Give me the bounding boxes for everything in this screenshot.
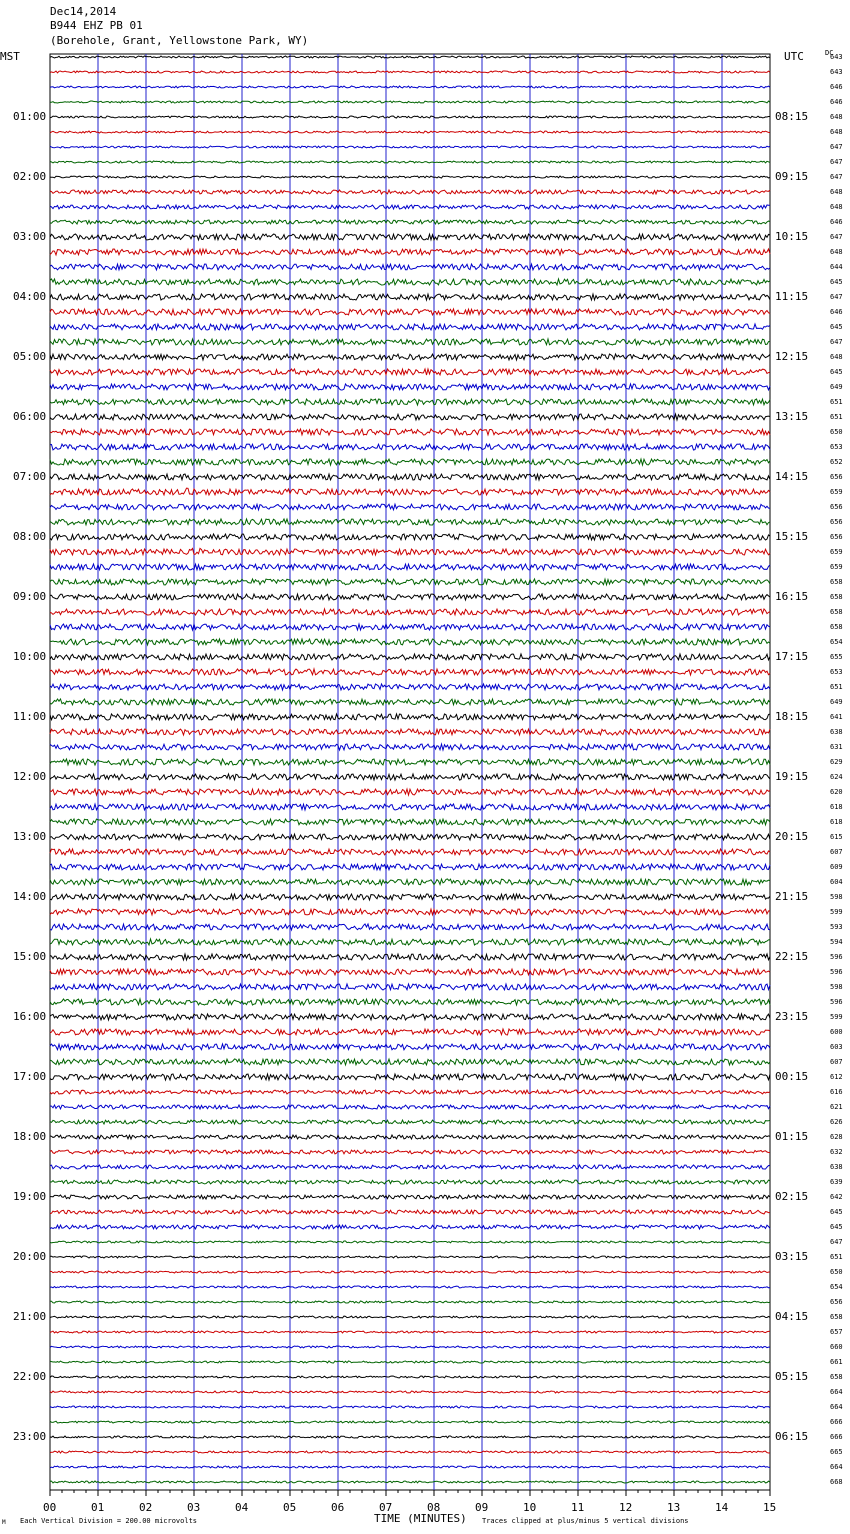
hour-label-right: 16:15: [775, 590, 809, 603]
dc-offset-value: 664: [830, 1463, 843, 1471]
trace-line: [50, 984, 770, 990]
x-tick-label: 14: [715, 1501, 729, 1514]
dc-offset-value: 646: [830, 308, 843, 316]
trace-line: [50, 324, 770, 330]
trace-line: [50, 279, 770, 285]
trace-line: [50, 384, 770, 390]
hour-label-left: 21:00: [13, 1310, 47, 1323]
x-tick-label: 00: [43, 1501, 57, 1514]
trace-line: [50, 504, 770, 510]
trace-line: [50, 564, 770, 570]
trace-line: [50, 1225, 770, 1229]
dc-offset-value: 647: [830, 158, 843, 166]
scale-footnote: Each Vertical Division = 200.00 microvolts: [20, 1517, 198, 1525]
trace-line: [50, 729, 770, 735]
dc-offset-value: 603: [830, 1043, 843, 1051]
dc-offset-value: 645: [830, 323, 843, 331]
station-id: B944 EHZ PB 01: [50, 19, 143, 32]
trace-line: [50, 1406, 770, 1408]
dc-offset-value: 598: [830, 893, 843, 901]
dc-offset-value: 658: [830, 578, 843, 586]
hour-label-right: 11:15: [775, 290, 809, 303]
trace-line: [50, 954, 770, 960]
dc-offset-value: 648: [830, 128, 843, 136]
dc-offset-value: 643: [830, 53, 843, 61]
x-tick-label: 11: [571, 1501, 585, 1514]
dc-offset-value: 647: [830, 233, 843, 241]
trace-line: [50, 205, 770, 209]
trace-line: [50, 131, 770, 133]
dc-offset-value: 656: [830, 473, 843, 481]
dc-offset-value: 593: [830, 923, 843, 931]
dc-offset-value: 648: [830, 113, 843, 121]
dc-offset-value: 656: [830, 533, 843, 541]
x-axis-title: TIME (MINUTES): [374, 1512, 467, 1525]
hour-label-left: 14:00: [13, 890, 47, 903]
hour-label-left: 18:00: [13, 1130, 47, 1143]
hour-label-left: 06:00: [13, 410, 47, 423]
dc-offset-value: 649: [830, 698, 843, 706]
trace-line: [50, 414, 770, 420]
trace-line: [50, 1466, 770, 1468]
dc-offset-value: 666: [830, 1418, 843, 1426]
dc-offset-value: 594: [830, 938, 843, 946]
trace-line: [50, 744, 770, 750]
trace-line: [50, 488, 770, 495]
trace-line: [50, 1481, 770, 1483]
dc-offset-value: 650: [830, 1268, 843, 1276]
trace-line: [50, 264, 770, 270]
dc-offset-value: 666: [830, 1433, 843, 1441]
hour-label-right: 22:15: [775, 950, 809, 963]
trace-line: [50, 1074, 770, 1080]
hour-label-left: 20:00: [13, 1250, 47, 1263]
dc-offset-value: 657: [830, 1328, 843, 1336]
dc-offset-value: 656: [830, 503, 843, 511]
dc-offset-value: 615: [830, 833, 843, 841]
x-tick-label: 08: [427, 1501, 441, 1514]
hour-label-right: 01:15: [775, 1130, 809, 1143]
dc-offset-value: 654: [830, 1283, 843, 1291]
hour-label-left: 17:00: [13, 1070, 47, 1083]
hour-label-left: 11:00: [13, 710, 47, 723]
trace-line: [50, 819, 770, 825]
dc-offset-header: DC: [825, 49, 834, 57]
trace-line: [50, 429, 770, 435]
hour-label-left: 02:00: [13, 170, 47, 183]
trace-line: [50, 594, 770, 600]
dc-offset-value: 651: [830, 683, 843, 691]
dc-offset-value: 645: [830, 368, 843, 376]
trace-line: [50, 1029, 770, 1035]
hour-label-right: 05:15: [775, 1370, 809, 1383]
trace-line: [50, 474, 770, 480]
hour-label-left: 23:00: [13, 1430, 47, 1443]
x-tick-label: 06: [331, 1501, 345, 1514]
dc-offset-value: 628: [830, 1133, 843, 1141]
trace-line: [50, 339, 770, 345]
dc-offset-value: 658: [830, 608, 843, 616]
hour-label-right: 02:15: [775, 1190, 809, 1203]
trace-line: [50, 1241, 770, 1243]
trace-line: [50, 909, 770, 915]
x-tick-label: 05: [283, 1501, 297, 1514]
trace-line: [50, 609, 770, 615]
dc-offset-value: 646: [830, 218, 843, 226]
dc-offset-value: 654: [830, 638, 843, 646]
dc-offset-value: 648: [830, 188, 843, 196]
clip-footnote: Traces clipped at plus/minus 5 vertical divisions: [482, 1517, 689, 1525]
dc-offset-value: 664: [830, 1388, 843, 1396]
dc-offset-value: 612: [830, 1073, 843, 1081]
dc-offset-value: 656: [830, 518, 843, 526]
trace-line: [50, 1105, 770, 1109]
trace-line: [50, 176, 770, 178]
trace-line: [50, 1301, 770, 1303]
hour-label-right: 06:15: [775, 1430, 809, 1443]
x-tick-label: 03: [187, 1501, 201, 1514]
dc-offset-value: 658: [830, 623, 843, 631]
dc-offset-value: 648: [830, 203, 843, 211]
dc-offset-value: 642: [830, 1193, 843, 1201]
trace-line: [50, 116, 770, 118]
hour-label-left: 19:00: [13, 1190, 47, 1203]
dc-offset-value: 596: [830, 968, 843, 976]
dc-offset-value: 648: [830, 353, 843, 361]
dc-offset-value: 624: [830, 773, 843, 781]
dc-offset-value: 639: [830, 1178, 843, 1186]
hour-label-right: 20:15: [775, 830, 809, 843]
dc-offset-value: 638: [830, 728, 843, 736]
dc-offset-value: 653: [830, 668, 843, 676]
hour-label-left: 13:00: [13, 830, 47, 843]
trace-line: [50, 249, 770, 255]
dc-offset-value: 668: [830, 1478, 843, 1486]
dc-offset-value: 652: [830, 458, 843, 466]
footer-mark: M: [2, 1519, 6, 1526]
dc-offset-value: 661: [830, 1358, 843, 1366]
trace-line: [50, 1376, 770, 1378]
dc-offset-value: 647: [830, 173, 843, 181]
trace-line: [50, 1120, 770, 1124]
trace-line: [50, 924, 770, 930]
trace-line: [50, 369, 770, 375]
x-tick-label: 09: [475, 1501, 489, 1514]
dc-offset-value: 644: [830, 263, 843, 271]
hour-label-right: 09:15: [775, 170, 809, 183]
dc-offset-value: 609: [830, 863, 843, 871]
trace-line: [50, 684, 770, 690]
trace-line: [50, 1436, 770, 1438]
dc-offset-value: 647: [830, 293, 843, 301]
dc-offset-value: 651: [830, 1253, 843, 1261]
trace-line: [50, 669, 770, 675]
hour-label-left: 15:00: [13, 950, 47, 963]
hour-label-right: 14:15: [775, 470, 809, 483]
trace-line: [50, 714, 770, 720]
trace-line: [50, 1180, 770, 1184]
hour-label-left: 10:00: [13, 650, 47, 663]
trace-line: [50, 1331, 770, 1333]
dc-offset-value: 658: [830, 1373, 843, 1381]
hour-label-right: 08:15: [775, 110, 809, 123]
dc-offset-value: 643: [830, 68, 843, 76]
dc-offset-value: 604: [830, 878, 843, 886]
dc-offset-value: 600: [830, 1028, 843, 1036]
x-tick-label: 15: [763, 1501, 777, 1514]
dc-offset-value: 607: [830, 1058, 843, 1066]
trace-line: [50, 56, 770, 58]
trace-line: [50, 789, 770, 795]
trace-line: [50, 146, 770, 148]
trace-line: [50, 939, 770, 945]
hour-label-right: 10:15: [775, 230, 809, 243]
hour-label-left: 05:00: [13, 350, 47, 363]
dc-offset-value: 655: [830, 653, 843, 661]
trace-line: [50, 534, 770, 540]
dc-offset-value: 645: [830, 1208, 843, 1216]
trace-line: [50, 234, 770, 240]
right-timezone-label: UTC: [784, 50, 804, 63]
trace-line: [50, 1391, 770, 1393]
trace-line: [50, 969, 770, 975]
hour-label-right: 12:15: [775, 350, 809, 363]
dc-offset-value: 607: [830, 848, 843, 856]
dc-offset-value: 645: [830, 278, 843, 286]
trace-line: [50, 1361, 770, 1363]
hour-label-right: 15:15: [775, 530, 809, 543]
trace-line: [50, 1286, 770, 1288]
dc-offset-value: 596: [830, 998, 843, 1006]
x-tick-label: 13: [667, 1501, 681, 1514]
dc-offset-value: 599: [830, 908, 843, 916]
dc-offset-value: 646: [830, 83, 843, 91]
trace-line: [50, 864, 770, 870]
trace-line: [50, 1165, 770, 1169]
trace-line: [50, 309, 770, 315]
trace-line: [50, 654, 770, 660]
dc-offset-value: 638: [830, 1163, 843, 1171]
trace-line: [50, 834, 770, 840]
hour-label-left: 16:00: [13, 1010, 47, 1023]
trace-line: [50, 804, 770, 810]
dc-offset-value: 599: [830, 1013, 843, 1021]
dc-offset-value: 653: [830, 443, 843, 451]
trace-line: [50, 519, 770, 525]
hour-label-right: 19:15: [775, 770, 809, 783]
dc-offset-value: 629: [830, 758, 843, 766]
station-location: (Borehole, Grant, Yellowstone Park, WY): [50, 34, 309, 47]
trace-line: [50, 579, 770, 585]
trace-line: [50, 1346, 770, 1348]
dc-offset-value: 616: [830, 1088, 843, 1096]
trace-line: [50, 220, 770, 224]
hour-label-left: 01:00: [13, 110, 47, 123]
trace-line: [50, 71, 770, 73]
hour-label-right: 13:15: [775, 410, 809, 423]
dc-offset-value: 650: [830, 428, 843, 436]
dc-offset-value: 646: [830, 98, 843, 106]
trace-line: [50, 1210, 770, 1214]
hour-label-left: 08:00: [13, 530, 47, 543]
trace-line: [50, 774, 770, 780]
hour-label-right: 03:15: [775, 1250, 809, 1263]
hour-label-left: 07:00: [13, 470, 47, 483]
x-tick-label: 04: [235, 1501, 249, 1514]
dc-offset-value: 596: [830, 953, 843, 961]
trace-line: [50, 999, 770, 1005]
dc-offset-value: 659: [830, 548, 843, 556]
dc-offset-value: 626: [830, 1118, 843, 1126]
trace-line: [50, 894, 770, 900]
trace-line: [50, 624, 770, 630]
x-tick-label: 10: [523, 1501, 537, 1514]
dc-offset-value: 659: [830, 488, 843, 496]
dc-offset-value: 645: [830, 1223, 843, 1231]
trace-line: [50, 1271, 770, 1273]
hour-label-left: 03:00: [13, 230, 47, 243]
left-timezone-label: MST: [0, 50, 20, 63]
trace-line: [50, 879, 770, 885]
hour-label-right: 00:15: [775, 1070, 809, 1083]
trace-line: [50, 1135, 770, 1139]
trace-line: [50, 399, 770, 405]
dc-offset-value: 656: [830, 1298, 843, 1306]
dc-offset-value: 647: [830, 143, 843, 151]
hour-label-right: 18:15: [775, 710, 809, 723]
trace-line: [50, 354, 770, 360]
trace-line: [50, 444, 770, 450]
trace-line: [50, 1421, 770, 1423]
dc-offset-value: 647: [830, 1238, 843, 1246]
hour-label-right: 21:15: [775, 890, 809, 903]
trace-line: [50, 459, 770, 465]
dc-offset-value: 647: [830, 338, 843, 346]
hour-label-right: 17:15: [775, 650, 809, 663]
trace-line: [50, 548, 770, 555]
hour-label-left: 12:00: [13, 770, 47, 783]
hour-label-right: 23:15: [775, 1010, 809, 1023]
dc-offset-value: 651: [830, 398, 843, 406]
plot-frame: [50, 54, 770, 1490]
trace-line: [50, 1256, 770, 1258]
dc-offset-value: 641: [830, 713, 843, 721]
chart-date: Dec14,2014: [50, 5, 117, 18]
trace-line: [50, 1059, 770, 1065]
hour-label-left: 09:00: [13, 590, 47, 603]
trace-line: [50, 699, 770, 705]
dc-offset-value: 651: [830, 413, 843, 421]
trace-line: [50, 86, 770, 88]
dc-offset-value: 648: [830, 248, 843, 256]
trace-line: [50, 849, 770, 855]
hour-label-right: 04:15: [775, 1310, 809, 1323]
trace-line: [50, 161, 770, 163]
dc-offset-value: 620: [830, 788, 843, 796]
dc-offset-value: 621: [830, 1103, 843, 1111]
dc-offset-value: 658: [830, 1313, 843, 1321]
dc-offset-value: 631: [830, 743, 843, 751]
dc-offset-value: 649: [830, 383, 843, 391]
x-tick-label: 07: [379, 1501, 393, 1514]
dc-offset-value: 660: [830, 1343, 843, 1351]
x-tick-label: 01: [91, 1501, 105, 1514]
trace-line: [50, 1044, 770, 1050]
dc-offset-value: 632: [830, 1148, 843, 1156]
dc-offset-value: 658: [830, 593, 843, 601]
trace-line: [50, 294, 770, 300]
trace-line: [50, 639, 770, 645]
dc-offset-value: 598: [830, 983, 843, 991]
trace-line: [50, 1451, 770, 1453]
trace-line: [50, 1014, 770, 1020]
trace-line: [50, 190, 770, 194]
hour-label-left: 04:00: [13, 290, 47, 303]
x-tick-label: 02: [139, 1501, 153, 1514]
trace-line: [50, 1090, 770, 1094]
trace-line: [50, 759, 770, 765]
dc-offset-value: 665: [830, 1448, 843, 1456]
trace-line: [50, 1150, 770, 1154]
trace-line: [50, 1195, 770, 1199]
dc-offset-value: 618: [830, 803, 843, 811]
dc-offset-value: 618: [830, 818, 843, 826]
dc-offset-value: 664: [830, 1403, 843, 1411]
trace-line: [50, 1316, 770, 1318]
trace-line: [50, 101, 770, 103]
dc-offset-value: 659: [830, 563, 843, 571]
hour-label-left: 22:00: [13, 1370, 47, 1383]
x-tick-label: 12: [619, 1501, 633, 1514]
